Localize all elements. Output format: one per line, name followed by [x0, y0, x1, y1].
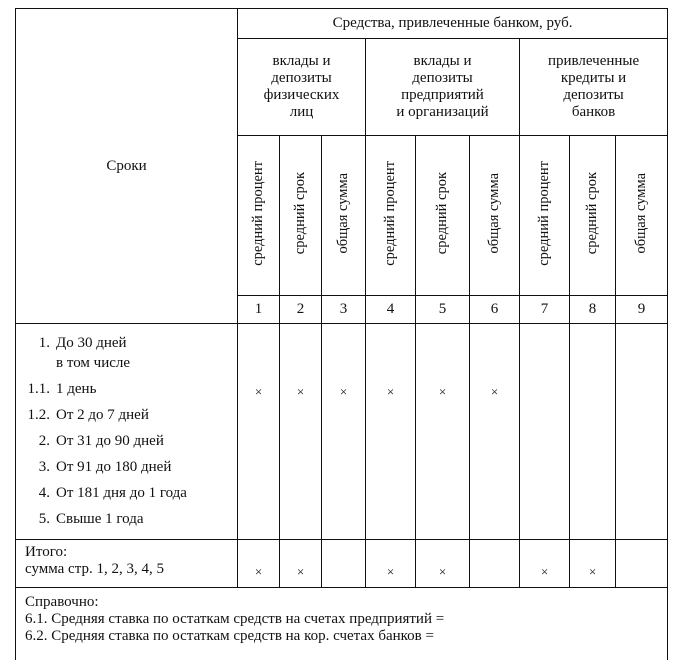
- subcol-label: средний процент: [536, 160, 553, 266]
- list-item: 1. До 30 дней: [38, 335, 127, 351]
- total-mark: [470, 540, 520, 588]
- reference-line-banks: 6.2. Средняя ставка по остаткам средств на кор. счетах банков =: [25, 627, 434, 644]
- funds-title: Средства, привлеченные банком, руб.: [332, 15, 573, 32]
- reference-row: [16, 588, 668, 660]
- cross-mark: ×: [339, 384, 348, 399]
- col-number: 7: [520, 296, 570, 324]
- group-banks-line: кредиты и: [560, 70, 627, 87]
- col-number: 6: [470, 296, 520, 324]
- list-item: 1.1. 1 день: [27, 381, 97, 397]
- body-mark-cell: [570, 324, 616, 540]
- total-mark: ×: [570, 540, 616, 588]
- subcol-5-cell: [416, 136, 470, 296]
- col-number: 2: [280, 296, 322, 324]
- group-banks-line: привлеченные: [547, 53, 640, 70]
- total-mark: [616, 540, 668, 588]
- body-mark-cell: [238, 324, 280, 540]
- body-mark-cell: [366, 324, 416, 540]
- terms-header-cell: [16, 9, 238, 324]
- col-number: 9: [616, 296, 668, 324]
- subcol-label: общая сумма: [335, 172, 352, 254]
- group-banks-line: банков: [571, 103, 616, 120]
- group-individuals-line: физических: [263, 87, 340, 103]
- total-formula: сумма стр. 1, 2, 3, 4, 5: [25, 560, 164, 577]
- list-item: 2. От 31 до 90 дней: [38, 433, 164, 449]
- cross-mark: ×: [296, 384, 305, 399]
- subcol-4-cell: [366, 136, 416, 296]
- list-item: 3. От 91 до 180 дней: [38, 459, 172, 475]
- group-enterprises-line: депозиты: [412, 70, 473, 87]
- group-banks-cell: [520, 39, 668, 136]
- terms-header: Сроки: [106, 157, 147, 174]
- subcol-8-cell: [570, 136, 616, 296]
- col-number: 8: [570, 296, 616, 324]
- col-number: 5: [416, 296, 470, 324]
- subcol-1-cell: [238, 136, 280, 296]
- body-mark-cell: [280, 324, 322, 540]
- subcol-6-cell: [470, 136, 520, 296]
- group-individuals-line: депозиты: [271, 70, 332, 87]
- total-label-cell: [16, 540, 238, 588]
- subcol-3-cell: [322, 136, 366, 296]
- col-number: 3: [322, 296, 366, 324]
- subcol-7-cell: [520, 136, 570, 296]
- col-number: 4: [366, 296, 416, 324]
- group-individuals-cell: [238, 39, 366, 136]
- total-mark: ×: [238, 540, 280, 588]
- subcol-label: средний процент: [382, 160, 399, 266]
- list-item: 5. Свыше 1 года: [38, 511, 144, 527]
- group-banks-line: депозиты: [563, 87, 624, 103]
- subcol-label: средний срок: [434, 172, 451, 255]
- cross-mark: ×: [386, 384, 395, 399]
- terms-list-cell: [16, 324, 238, 540]
- list-item: 1.2. От 2 до 7 дней: [27, 407, 149, 423]
- body-mark-cell: [520, 324, 570, 540]
- list-item: 4. От 181 дня до 1 года: [38, 485, 187, 501]
- body-mark-cell: [322, 324, 366, 540]
- list-item: в том числе: [56, 355, 131, 371]
- col-number: 1: [238, 296, 280, 324]
- group-individuals-line: вклады и: [272, 53, 331, 70]
- body-mark-cell: [416, 324, 470, 540]
- total-mark: ×: [366, 540, 416, 588]
- subcol-label: средний процент: [250, 160, 267, 266]
- total-row: [16, 540, 668, 588]
- cross-mark: ×: [490, 384, 499, 399]
- subcol-label: общая сумма: [486, 172, 503, 254]
- group-individuals-line: лиц: [289, 103, 314, 120]
- group-enterprises-line: вклады и: [413, 53, 472, 70]
- funds-table: [15, 8, 668, 660]
- body-row: [16, 324, 668, 540]
- subcol-label: средний срок: [584, 172, 601, 255]
- reference-title: Справочно:: [25, 594, 99, 610]
- total-mark: ×: [520, 540, 570, 588]
- reference-line-enterprises: 6.1. Средняя ставка по остаткам средств на счетах предприятий =: [25, 610, 445, 627]
- group-enterprises-line: предприятий: [401, 87, 484, 103]
- subcol-9-cell: [616, 136, 668, 296]
- total-mark: ×: [416, 540, 470, 588]
- header-row-title: [16, 9, 668, 39]
- subcol-2-cell: [280, 136, 322, 296]
- cross-mark: ×: [254, 384, 263, 399]
- subcol-label: средний срок: [292, 172, 309, 255]
- group-enterprises-line: и организаций: [396, 103, 489, 120]
- total-mark: ×: [280, 540, 322, 588]
- group-enterprises-cell: [366, 39, 520, 136]
- total-mark: [322, 540, 366, 588]
- subcol-label: общая сумма: [633, 172, 650, 254]
- body-mark-cell: [470, 324, 520, 540]
- total-label: Итого:: [25, 544, 68, 560]
- funds-title-cell: [238, 9, 668, 39]
- reference-cell: [16, 588, 668, 660]
- cross-mark: ×: [438, 384, 447, 399]
- body-mark-cell: [616, 324, 668, 540]
